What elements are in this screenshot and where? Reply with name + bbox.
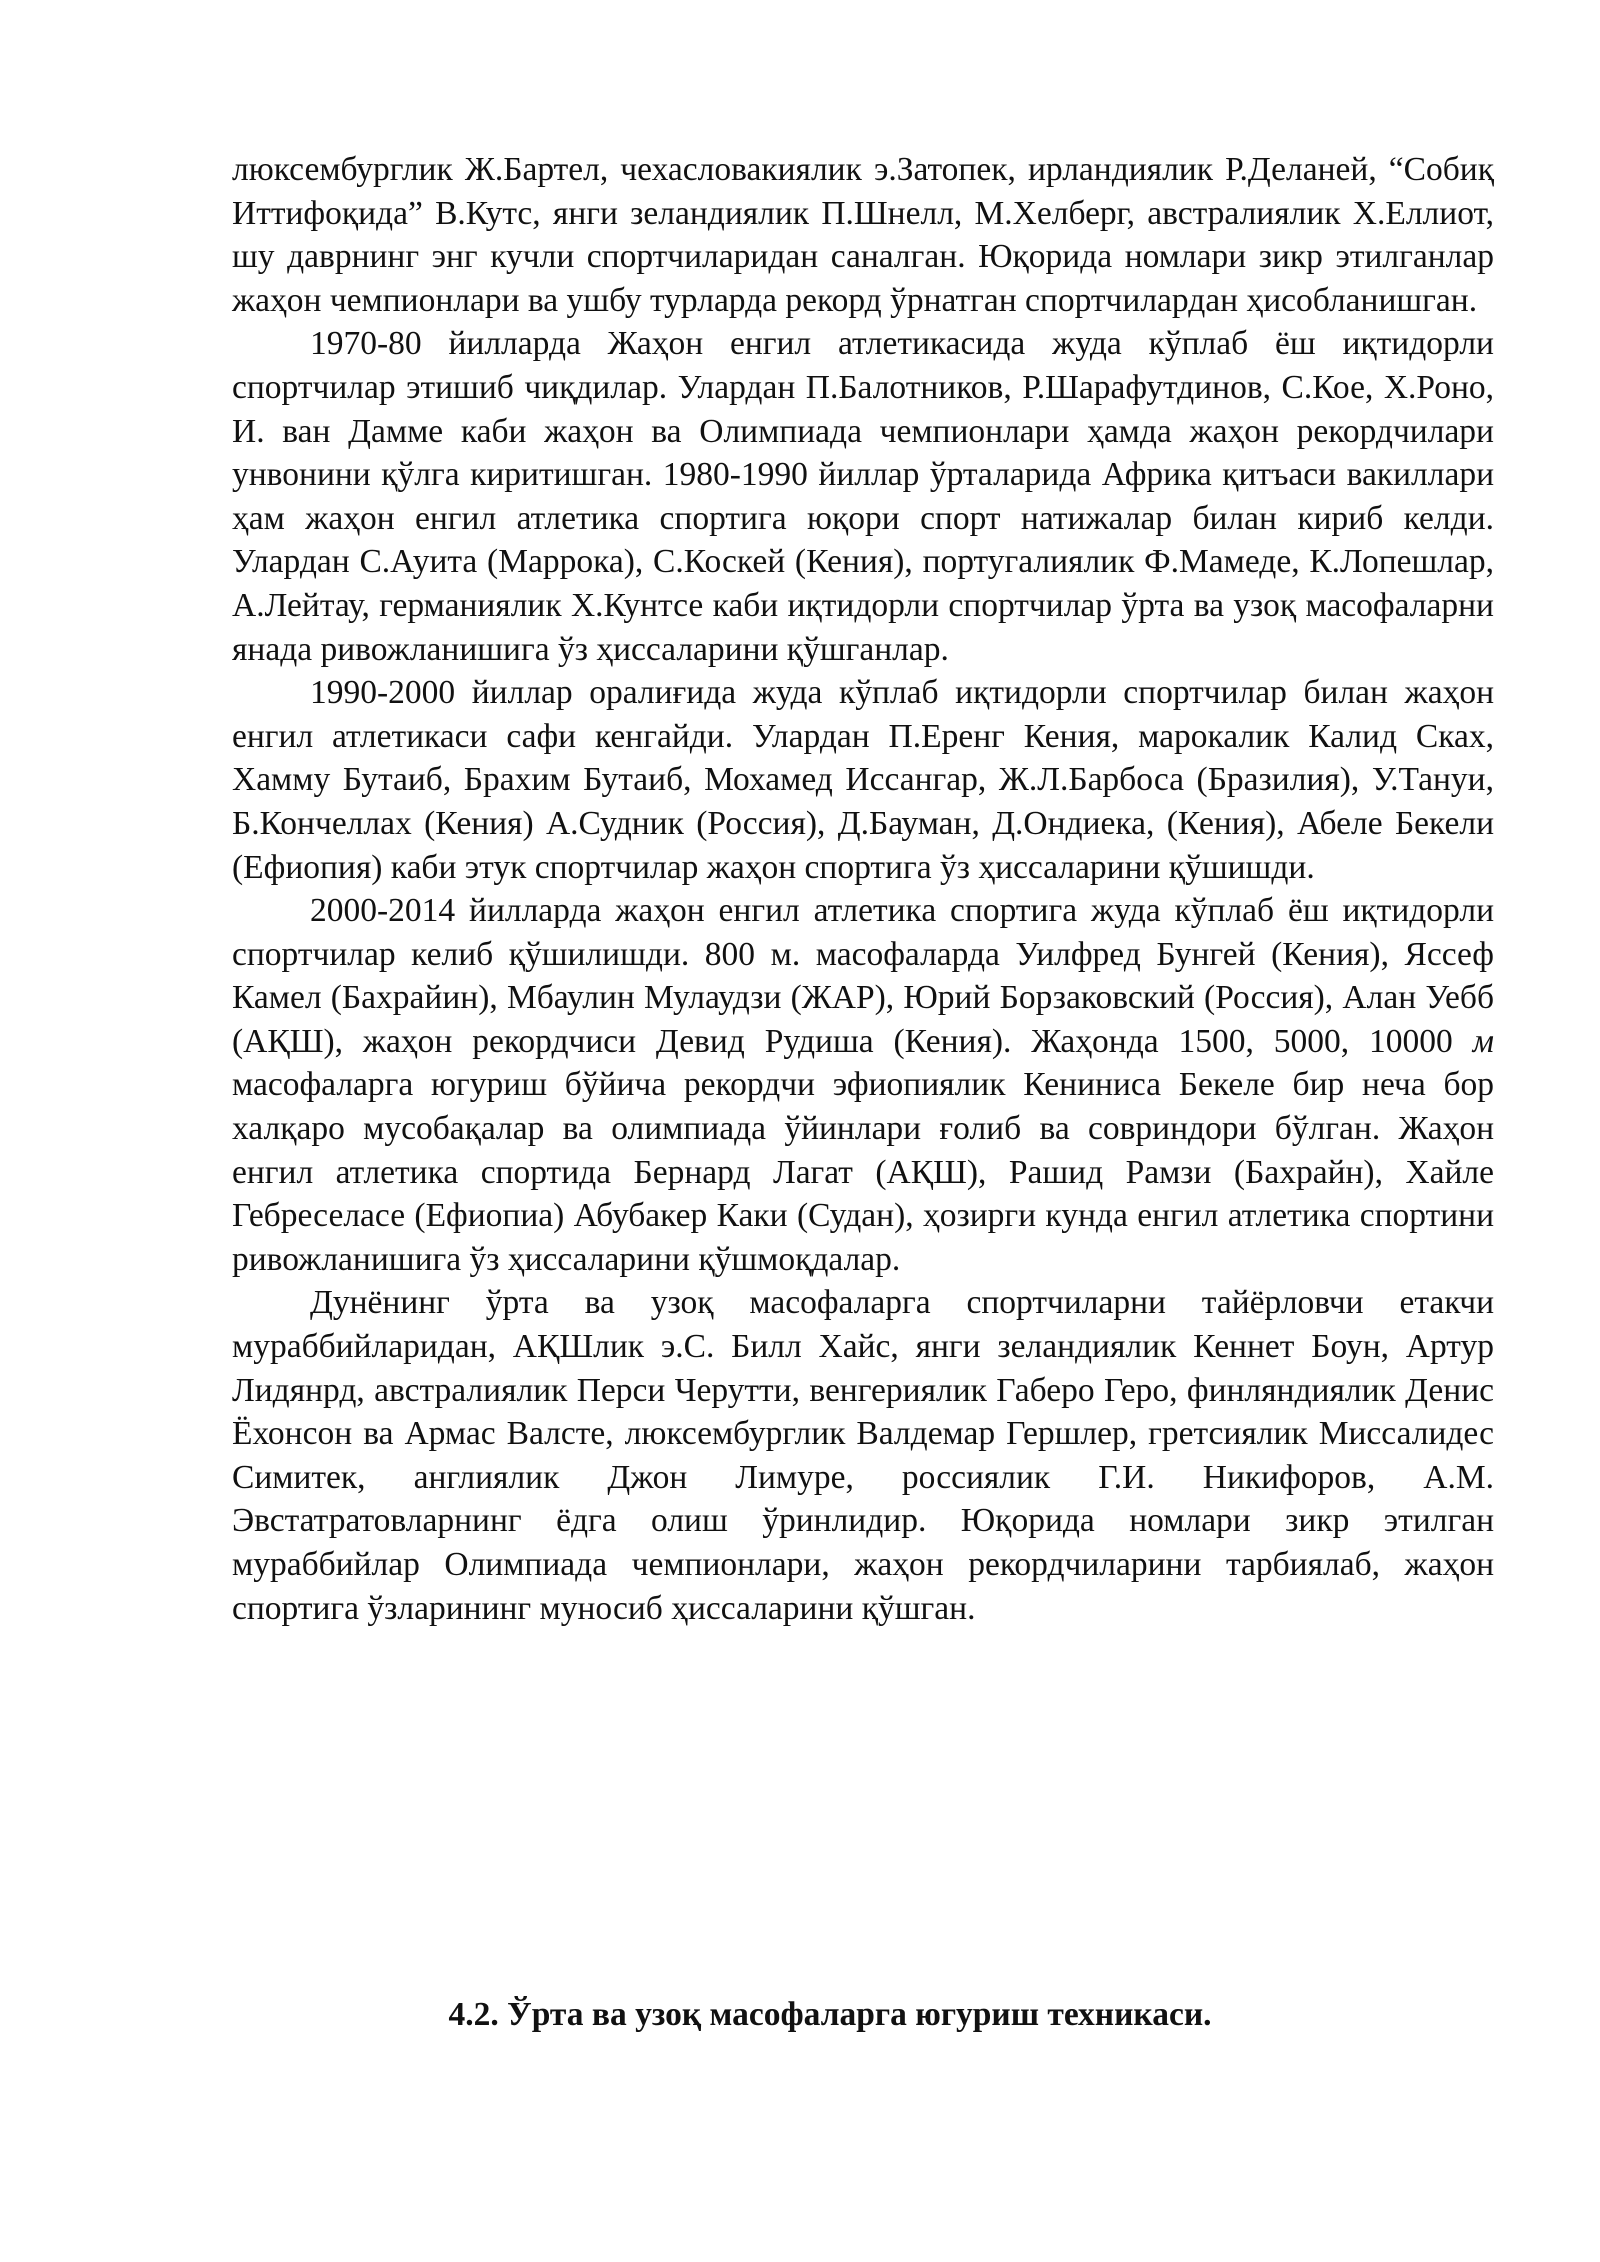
paragraph-4-text-after-unit: масофаларга югуриш бўйича рекордчи эфиопиялик Кениниса Бекеле бир неча бор халқаро мусобақалар ва олимпиада ўйинлари ғолиб ва совриндори бўлган. Жаҳон енгил атлетика спортида Бернард Лагат (АҚШ), Рашид Рамзи (Бахрайн), Хайле Гебреселасе (Ефиопиа) Абубакер Каки (Судан), ҳозирги кунда енгил атлетика спортини ривожланишига ўз ҳиссаларини қўшмоқдалар.	[232, 1066, 1494, 1278]
paragraph-2: 1970-80 йилларда Жаҳон енгил атлетикасида жуда кўплаб ёш иқтидорли спортчилар этишиб чиқдилар. Улардан П.Балотников, Р.Шарафутдинов, С.Кое, Х.Роно, И. ван Дамме каби жаҳон ва Олимпиада чемпионлари ҳамда жаҳон рекордчилари унвонини қўлга киритишган. 1980-1990 йиллар ўрталарида Африка қитъаси вакиллари ҳам жаҳон енгил атлетика спортига юқори спорт натижалар билан кириб келди. Улардан С.Ауита (Маррока), С.Коскей (Кения), португалиялик Ф.Мамеде, К.Лопешлар, А.Лейтау, германиялик Х.Кунтсе каби иқтидорли спортчилар ўрта ва узоқ масофаларни янада ривожланишига ўз ҳиссаларини қўшганлар.	[232, 325, 1494, 668]
paragraph-5: Дунёнинг ўрта ва узоқ масофаларга спортчиларни тайёрловчи етакчи мураббийларидан, АҚШлик э.С. Билл Хайс, янги зеландиялик Кеннет Боун, Артур Лидянрд, австралиялик Перси Черутти, венгериялик Габеро Геро, финляндиялик Денис Ёхонсон ва Армас Валсте, люксембурглик Валдемар Гершлер, гретсиялик Миссалидес Симитек, англиялик Джон Лимуре, россиялик Г.И. Никифоров, А.М. Эвстатратовларнинг ёдга олиш ўринлидир. Юқорида номлари зикр этилган мураббийлар Олимпиада чемпионлари, жаҳон рекордчиларини тарбиялаб, жаҳон спортига ўзларининг муносиб ҳиссаларини қўшган.	[232, 1284, 1494, 1627]
paragraph-4-unit: м	[1472, 1022, 1494, 1060]
paragraph-4-text-before-unit: 2000-2014 йилларда жаҳон енгил атлетика спортига жуда кўплаб ёш иқтидорли спортчилар келиб қўшилишди. 800 м. масофаларда Уилфред Бунгей (Кения), Яссеф Камел (Бахрайин), Мбаулин Мулаудзи (ЖАР), Юрий Борзаковский (Россия), Алан Уебб (АҚШ), жаҳон рекордчиси Девид Рудиша (Кения). Жаҳонда 1500, 5000, 10000	[232, 892, 1494, 1060]
paragraph-4	[232, 889, 1494, 1281]
paragraph-3: 1990-2000 йиллар оралиғида жуда кўплаб иқтидорли спортчилар билан жаҳон енгил атлетикаси сафи кенгайди. Улардан П.Еренг Кения, марокалик Калид Сках, Хамму Бутаиб, Брахим Бутаиб, Мохамед Иссангар, Ж.Л.Барбоса (Бразилия), У.Тануи, Б.Кончеллах (Кения) А.Судник (Россия), Д.Бауман, Д.Ондиека, (Кения), Абеле Бекели (Ефиопия) каби этук спортчилар жаҳон спортига ўз ҳиссаларини қўшишди.	[232, 674, 1494, 886]
body-text	[232, 148, 1494, 1630]
paragraph-1: люксембурглик Ж.Бартел, чехасловакиялик э.Затопек, ирландиялик Р.Деланей, “Собиқ Иттифоқида” В.Кутс, янги зеландиялик П.Шнелл, М.Хелберг, австралиялик Х.Еллиот, шу даврнинг энг кучли спортчиларидан саналган. Юқорида номлари зикр этилганлар жаҳон чемпионлари ва ушбу турларда рекорд ўрнатган спортчилардан ҳисобланишган.	[232, 151, 1494, 319]
section-heading: 4.2. Ўрта ва узоқ масофаларга югуриш техникаси.	[448, 1996, 1212, 2033]
